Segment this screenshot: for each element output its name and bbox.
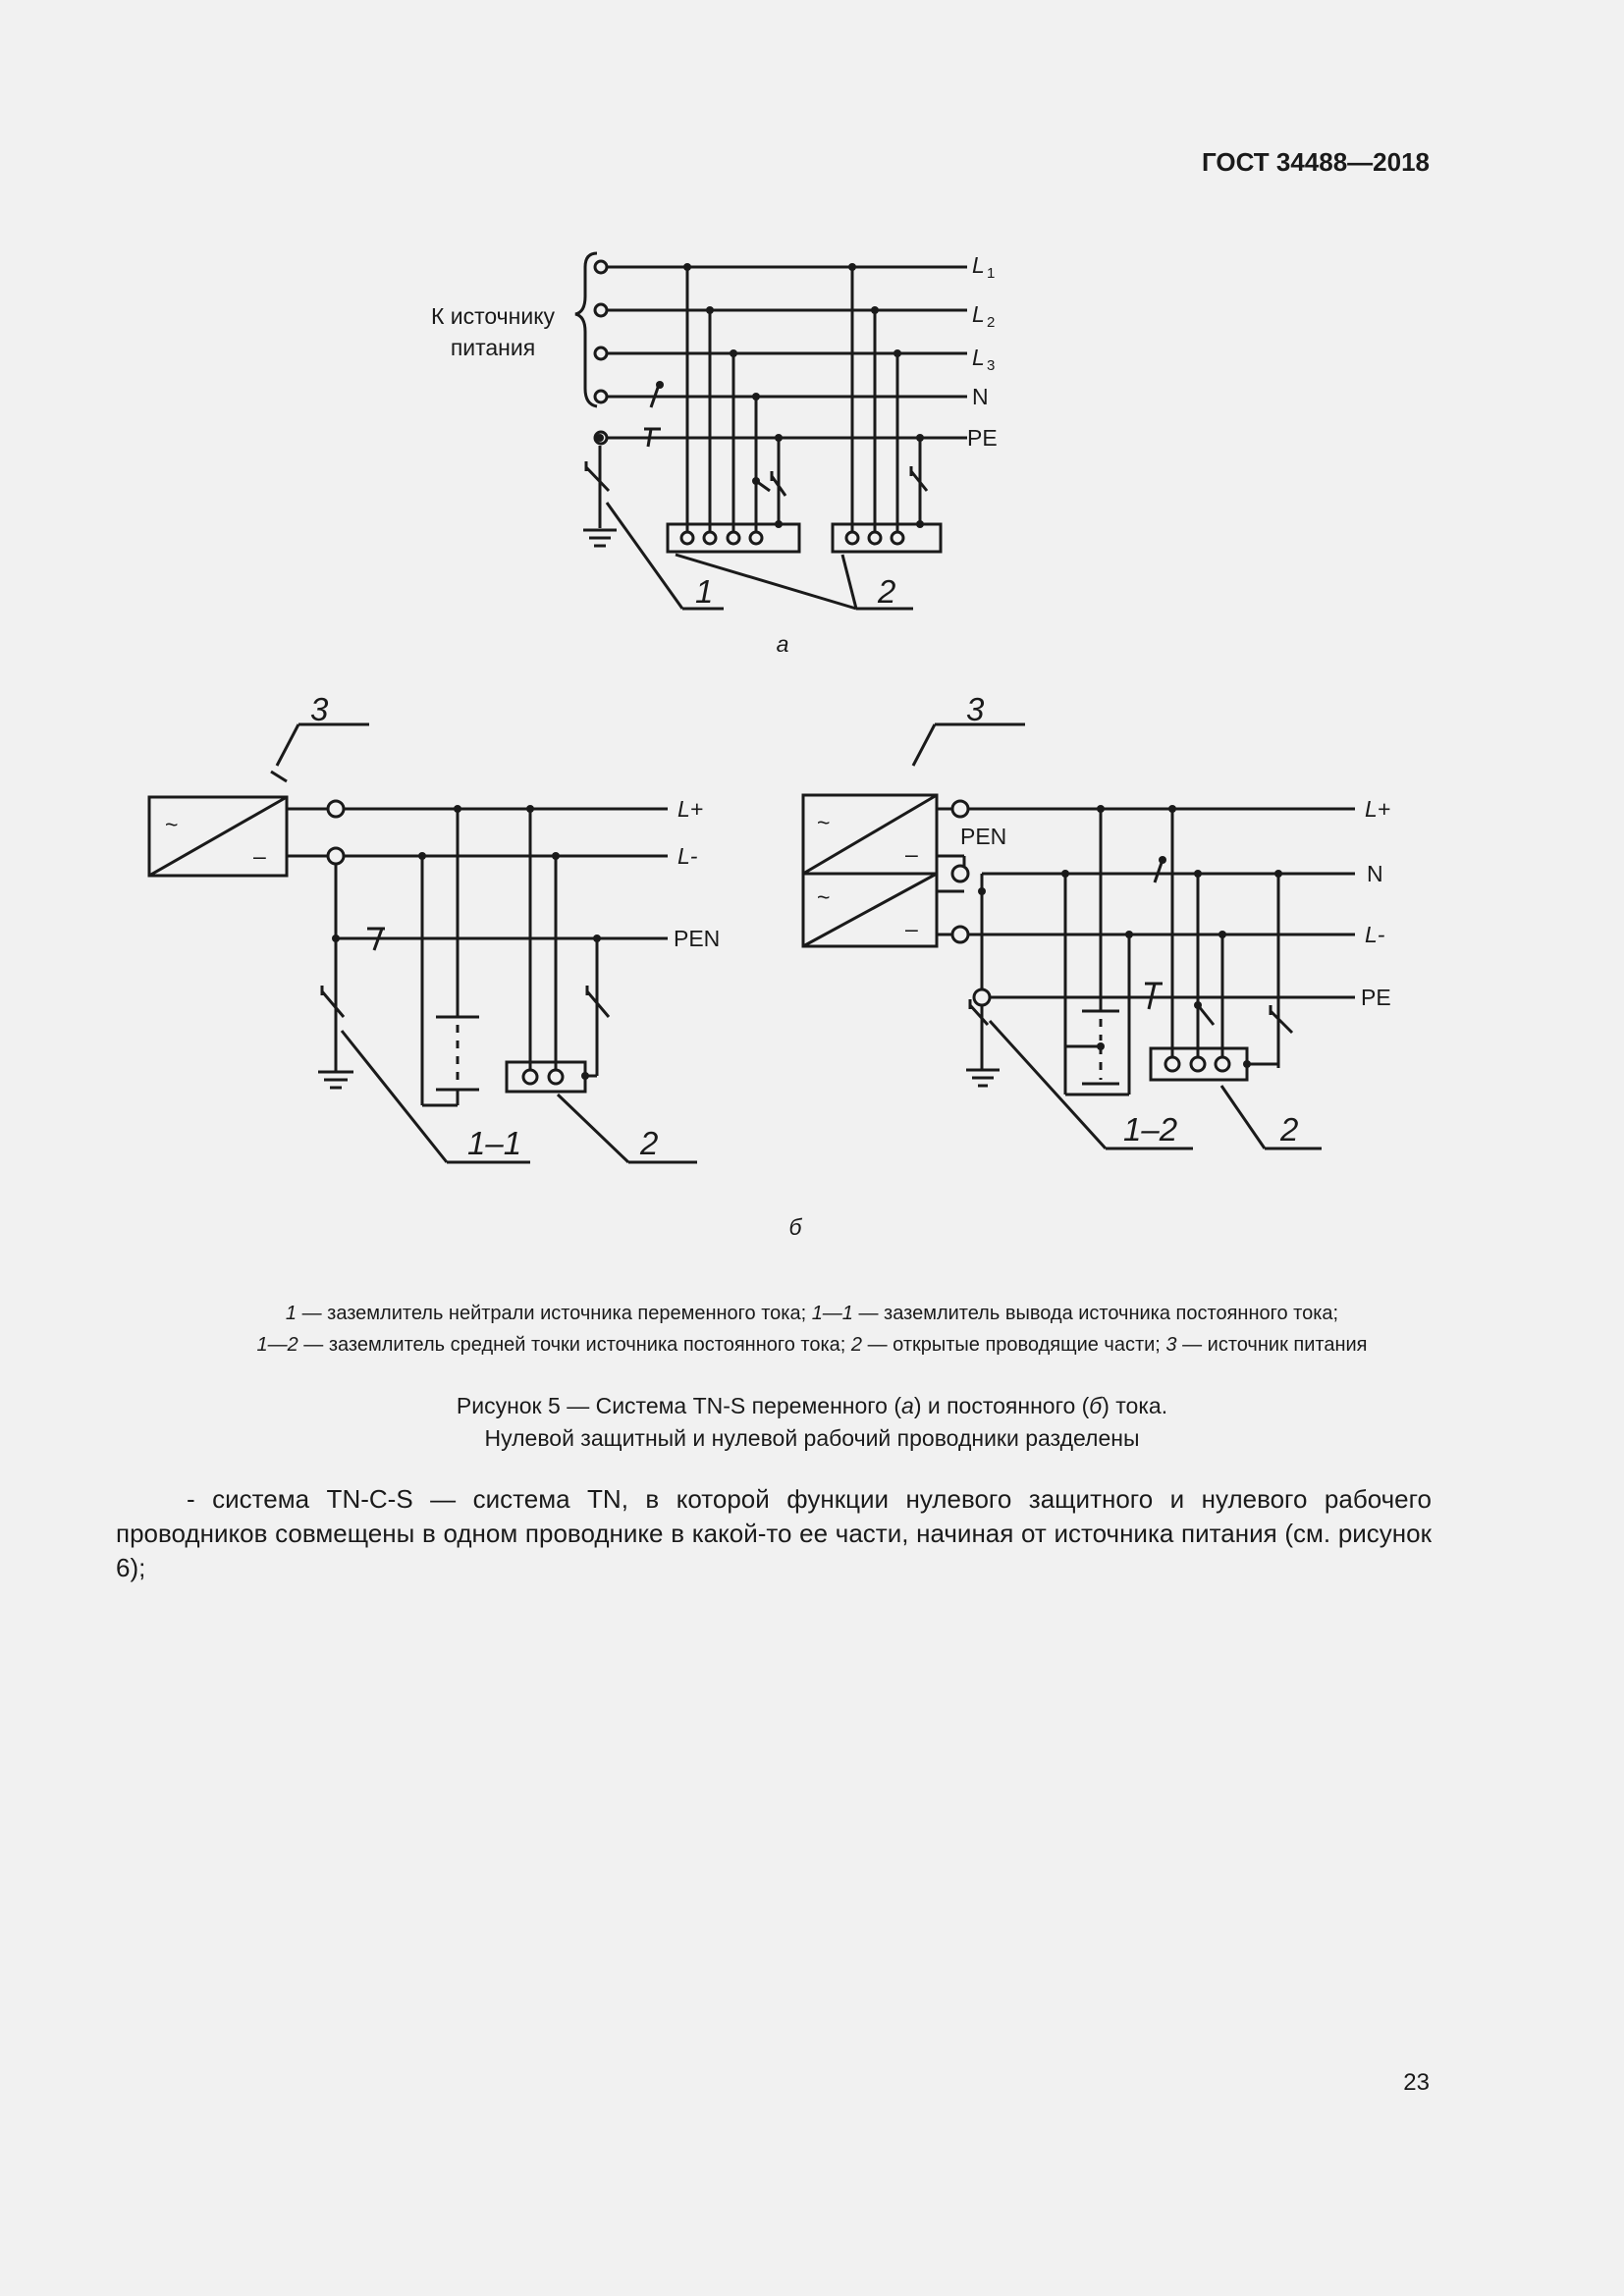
left-callout-2: 2: [640, 1125, 659, 1161]
left-dc-symbol: –: [253, 843, 266, 869]
body-paragraph: - система TN-C-S — система TN, в которой функции нулевого защитного и нулевого рабочего проводников совмещены в одном проводнике в какой-то ее части, начиная от источника питания (см. рисунок 6);: [116, 1484, 1432, 1582]
label-l3-sub: 3: [987, 357, 996, 374]
legend-line-1: 1 — заземлитель нейтрали источника переменного тока; 1—1 — заземлитель вывода источника постоянного тока;: [285, 1303, 1339, 1324]
figure-b-right-diagram: [803, 724, 1355, 1148]
callout-2: 2: [878, 573, 896, 610]
label-l1: L: [972, 252, 985, 278]
label-l2-sub: 2: [987, 314, 996, 331]
caption-line-2: Нулевой защитный и нулевой рабочий проводники разделены: [484, 1425, 1140, 1451]
figure-a-terminals: [595, 261, 903, 544]
label-n: N: [972, 384, 989, 409]
label-lminus-left: L-: [677, 843, 698, 869]
left-ac-symbol: ~: [165, 812, 179, 837]
source-brace: [575, 253, 597, 406]
legend-line-2: 1—2 — заземлитель средней точки источника постоянного тока; 2 — открытые проводящие части; 3 — источник питания: [256, 1334, 1368, 1356]
right-dc-symbol-1: –: [905, 841, 918, 867]
callout-1: 1: [695, 573, 714, 610]
right-callout-2: 2: [1280, 1111, 1299, 1148]
right-callout-3: 3: [966, 691, 985, 727]
label-n-right: N: [1367, 861, 1383, 886]
source-label-1: К источнику: [430, 303, 556, 329]
left-callout-3: 3: [310, 691, 329, 727]
label-l2: L: [972, 301, 985, 327]
left-callout-11: 1–1: [467, 1125, 522, 1161]
panel-letter-a: а: [776, 631, 789, 657]
figure-b-left-diagram: [149, 724, 697, 1162]
left-terminals: [328, 801, 563, 1084]
label-pe: PE: [967, 425, 998, 451]
label-l1-sub: 1: [987, 265, 996, 282]
label-pe-right: PE: [1361, 985, 1391, 1010]
right-ac-symbol-2: ~: [817, 884, 831, 910]
label-l3: L: [972, 345, 985, 370]
left-equipment: [507, 1062, 585, 1092]
figure-caption: [196, 1390, 1428, 1455]
right-ac-symbol-1: ~: [817, 810, 831, 835]
right-dc-symbol-2: –: [905, 916, 918, 941]
panel-letter-b: б: [788, 1214, 802, 1240]
right-callout-12: 1–2: [1123, 1111, 1178, 1148]
figure-a-diagram: [575, 253, 967, 609]
label-lplus-left: L+: [677, 796, 704, 822]
page-number: 23: [1403, 2069, 1430, 2096]
caption-line-1: Рисунок 5 — Система TN-S переменного (а) и постоянного (б) тока.: [456, 1393, 1168, 1418]
document-header: ГОСТ 34488—2018: [1202, 147, 1430, 177]
right-pen-label: PEN: [960, 824, 1007, 849]
source-label-2: питания: [450, 335, 536, 360]
label-lminus-right: L-: [1365, 922, 1385, 947]
label-pen-left: PEN: [674, 926, 721, 951]
figure-legend: [98, 1298, 1526, 1361]
label-lplus-right: L+: [1365, 796, 1391, 822]
